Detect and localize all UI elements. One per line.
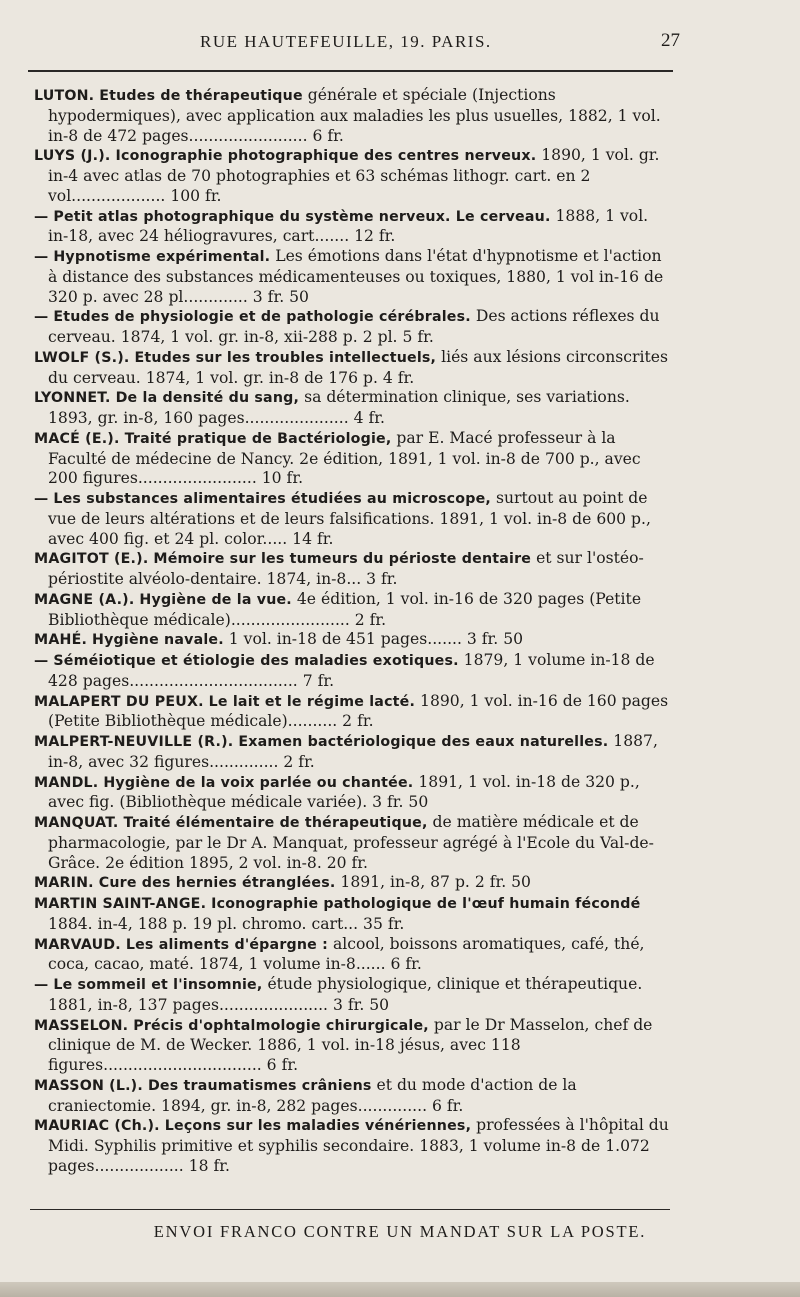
entry-title: Hygiène de la voix parlée ou chantée. bbox=[103, 774, 414, 791]
entry-details: 1891, in-8, 87 p. 2 fr. 50 bbox=[340, 873, 531, 892]
entry-details: et du mode d'action de la craniectomie. 1894, gr. in-8, 282 pages.............. 6 fr. bbox=[48, 1075, 577, 1115]
entry-title: Cure des hernies étranglées. bbox=[98, 875, 336, 892]
catalog-entry bbox=[34, 773, 672, 814]
header-rule bbox=[28, 70, 673, 72]
entry-title: Les aliments d'épargne : bbox=[125, 936, 329, 953]
entry-author: — bbox=[34, 249, 49, 265]
entry-title: De la densité du sang, bbox=[115, 390, 300, 407]
entry-details: générale et spéciale (Injections hypodermiques), avec application aux maladies les plus usuelles, 1882, 1 vol. in-8 de 472 pages........................ 6 fr. bbox=[48, 86, 661, 145]
entry-author: MAHÉ. bbox=[34, 632, 88, 649]
catalog-entry bbox=[34, 1076, 672, 1117]
catalog-entry bbox=[34, 348, 672, 389]
footer-rule bbox=[30, 1209, 670, 1210]
catalog-entry bbox=[34, 813, 672, 873]
catalog-entry bbox=[34, 307, 672, 348]
entry-details: par le Dr Masselon, chef de clinique de M. de Wecker. 1886, 1 vol. in-18 jésus, avec 118 figures................................ 6 fr. bbox=[48, 1015, 653, 1074]
entry-details: liés aux lésions circonscrites du cerveau. 1874, 1 vol. gr. in-8 de 176 p. 4 fr. bbox=[48, 347, 668, 387]
entry-details: 1890, 1 vol. gr. in-4 avec atlas de 70 photographies et 63 schémas lithogr. cart. en 2 vol................... 100 fr. bbox=[48, 146, 660, 205]
running-title: RUE HAUTEFEUILLE, 19. PARIS. bbox=[200, 32, 492, 51]
entry-title: Petit atlas photographique du système nerveux. Le cerveau. bbox=[53, 208, 551, 225]
entry-author: — bbox=[34, 977, 49, 993]
entry-details: 1879, 1 volume in-18 de 428 pages.................................. 7 fr. bbox=[48, 651, 655, 690]
entry-author: MARTIN SAINT-ANGE. bbox=[34, 896, 207, 912]
catalog-entry bbox=[34, 388, 672, 429]
entry-details: par E. Macé professeur à la Faculté de médecine de Nancy. 2e édition, 1891, 1 vol. in-8 de 700 p., avec 200 figures........................ 10 fr. bbox=[48, 428, 641, 488]
entry-details: 1890, 1 vol. in-16 de 160 pages (Petite Bibliothèque médicale).......... 2 fr. bbox=[48, 691, 669, 731]
catalog-entry bbox=[34, 549, 672, 590]
entry-details: 1887, in-8, avec 32 figures.............. 2 fr. bbox=[48, 732, 658, 771]
entry-author: LWOLF (S.). bbox=[34, 349, 130, 366]
entry-title: Traité élémentaire de thérapeutique, bbox=[123, 815, 428, 831]
page-number: 27 bbox=[661, 30, 680, 51]
entry-details: professées à l'hôpital du Midi. Syphilis primitive et syphilis secondaire. 1883, 1 volume in-8 de 1.072 pages.................. 18 fr. bbox=[48, 1116, 669, 1175]
entry-details: de matière médicale et de pharmacologie, par le Dr A. Manquat, professeur agrégé à l'Ecole du Val-de-Grâce. 2e édition 1895, 2 vol. in-8. 20 fr. bbox=[48, 813, 654, 872]
entry-details: Des actions réflexes du cerveau. 1874, 1 vol. gr. in-8, xii-288 p. 2 pl. 5 fr. bbox=[48, 307, 660, 346]
entry-title: Des traumatismes crâniens bbox=[147, 1077, 372, 1094]
catalog-entry bbox=[34, 247, 672, 307]
catalog-entry bbox=[34, 1016, 672, 1076]
entry-details: alcool, boissons aromatiques, café, thé, coca, cacao, maté. 1874, 1 volume in-8...... 6 fr. bbox=[48, 934, 645, 974]
entry-details: 1 vol. in-18 de 451 pages....... 3 fr. 50 bbox=[228, 630, 524, 649]
entry-author: MAGNE (A.). bbox=[34, 591, 135, 608]
entry-author: MANDL. bbox=[34, 774, 99, 791]
entry-author: — bbox=[34, 309, 49, 326]
entry-details: 1891, 1 vol. in-18 de 320 p., avec fig. (Bibliothèque médicale variée). 3 fr. 50 bbox=[48, 772, 640, 812]
entry-title: Iconographie photographique des centres nerveux. bbox=[115, 148, 537, 165]
catalog-entry bbox=[34, 146, 672, 206]
entry-author: MARVAUD. bbox=[34, 936, 121, 953]
entry-author: MACÉ (E.). bbox=[34, 430, 120, 447]
entry-author: MALPERT-NEUVILLE (R.). bbox=[34, 734, 234, 750]
entry-title: Examen bactériologique des eaux naturelles. bbox=[238, 734, 609, 750]
entry-title: Etudes sur les troubles intellectuels, bbox=[134, 349, 437, 366]
entry-details: 1888, 1 vol. in-18, avec 24 héliogravures, cart....... 12 fr. bbox=[48, 206, 649, 246]
catalog-entry bbox=[34, 894, 672, 935]
entry-details: surtout au point de vue de leurs altérations et de leurs falsifications. 1891, 1 vol. in-8 de 600 p., avec 400 fig. et 24 pl. color..... 14 fr. bbox=[48, 489, 651, 548]
entry-author: MARIN. bbox=[34, 875, 94, 892]
entry-title: Mémoire sur les tumeurs du périoste dentaire bbox=[153, 551, 532, 568]
entry-author: MANQUAT. bbox=[34, 815, 119, 831]
entry-title: Hygiène de la vue. bbox=[139, 591, 292, 608]
footer-notice: ENVOI FRANCO CONTRE UN MANDAT SUR LA POSTE. bbox=[153, 1222, 647, 1241]
entry-title: Les substances alimentaires étudiées au microscope, bbox=[53, 491, 491, 507]
entry-title: Leçons sur les maladies vénériennes, bbox=[164, 1118, 472, 1135]
page-header bbox=[110, 30, 680, 56]
entry-title: Le lait et le régime lacté. bbox=[208, 693, 416, 710]
entry-details: et sur l'ostéo-périostite alvéolo-dentaire. 1874, in-8... 3 fr. bbox=[48, 549, 644, 588]
catalog-entry bbox=[34, 86, 672, 146]
entry-author: LUYS (J.). bbox=[34, 148, 111, 165]
entry-title: Hypnotisme expérimental. bbox=[53, 249, 271, 265]
catalog-entry bbox=[34, 429, 672, 489]
catalog-entry bbox=[34, 935, 672, 976]
entry-title: Hygiène navale. bbox=[92, 632, 224, 649]
entry-details: étude physiologique, clinique et thérapeutique. 1881, in-8, 137 pages...................... 3 fr. 50 bbox=[48, 975, 643, 1014]
catalog-entry bbox=[34, 1116, 672, 1176]
entry-author: MASSON (L.). bbox=[34, 1077, 143, 1094]
entry-details: 1884. in-4, 188 p. 19 pl. chromo. cart... 35 fr. bbox=[48, 914, 405, 933]
catalog-entry bbox=[34, 692, 672, 733]
catalog-entry bbox=[34, 630, 672, 651]
entry-author: MAGITOT (E.). bbox=[34, 551, 149, 568]
entry-title: Traité pratique de Bactériologie, bbox=[124, 430, 392, 447]
entry-title: Précis d'ophtalmologie chirurgicale, bbox=[133, 1017, 429, 1034]
catalog-entry bbox=[34, 207, 672, 248]
catalog-entry bbox=[34, 590, 672, 631]
catalog-entry bbox=[34, 975, 672, 1016]
entry-author: MAURIAC (Ch.). bbox=[34, 1118, 160, 1135]
entry-author: LYONNET. bbox=[34, 390, 111, 407]
entry-author: LUTON. bbox=[34, 88, 95, 104]
entry-details: 4e édition, 1 vol. in-16 de 320 pages (Petite Bibliothèque médicale)........................ 2 fr. bbox=[48, 589, 642, 629]
page-edge bbox=[0, 1282, 800, 1297]
entry-title: Séméiotique et étiologie des maladies exotiques. bbox=[53, 653, 459, 669]
entry-title: Etudes de thérapeutique bbox=[99, 88, 303, 104]
entry-author: — bbox=[34, 208, 49, 225]
entry-title: Le sommeil et l'insomnie, bbox=[53, 977, 263, 993]
entry-details: sa détermination clinique, ses variations. 1893, gr. in-8, 160 pages..................... 4 fr. bbox=[48, 388, 630, 427]
catalog-entry bbox=[34, 732, 672, 773]
entry-author: — bbox=[34, 491, 49, 507]
catalog-entry bbox=[34, 651, 672, 692]
entry-title: Iconographie pathologique de l'œuf humain fécondé bbox=[211, 896, 641, 912]
entry-author: MALAPERT DU PEUX. bbox=[34, 693, 204, 710]
entry-title: Etudes de physiologie et de pathologie cérébrales. bbox=[53, 309, 471, 326]
entry-author: — bbox=[34, 653, 49, 669]
catalog-entry bbox=[34, 489, 672, 549]
entry-author: MASSELON. bbox=[34, 1017, 129, 1034]
catalog-entries bbox=[34, 86, 672, 1177]
catalog-entry bbox=[34, 873, 672, 894]
entry-details: Les émotions dans l'état d'hypnotisme et l'action à distance des substances médicamenteuses ou toxiques, 1880, 1 vol in-16 de 320 p. avec 28 pl............. 3 fr. 50 bbox=[48, 247, 664, 306]
